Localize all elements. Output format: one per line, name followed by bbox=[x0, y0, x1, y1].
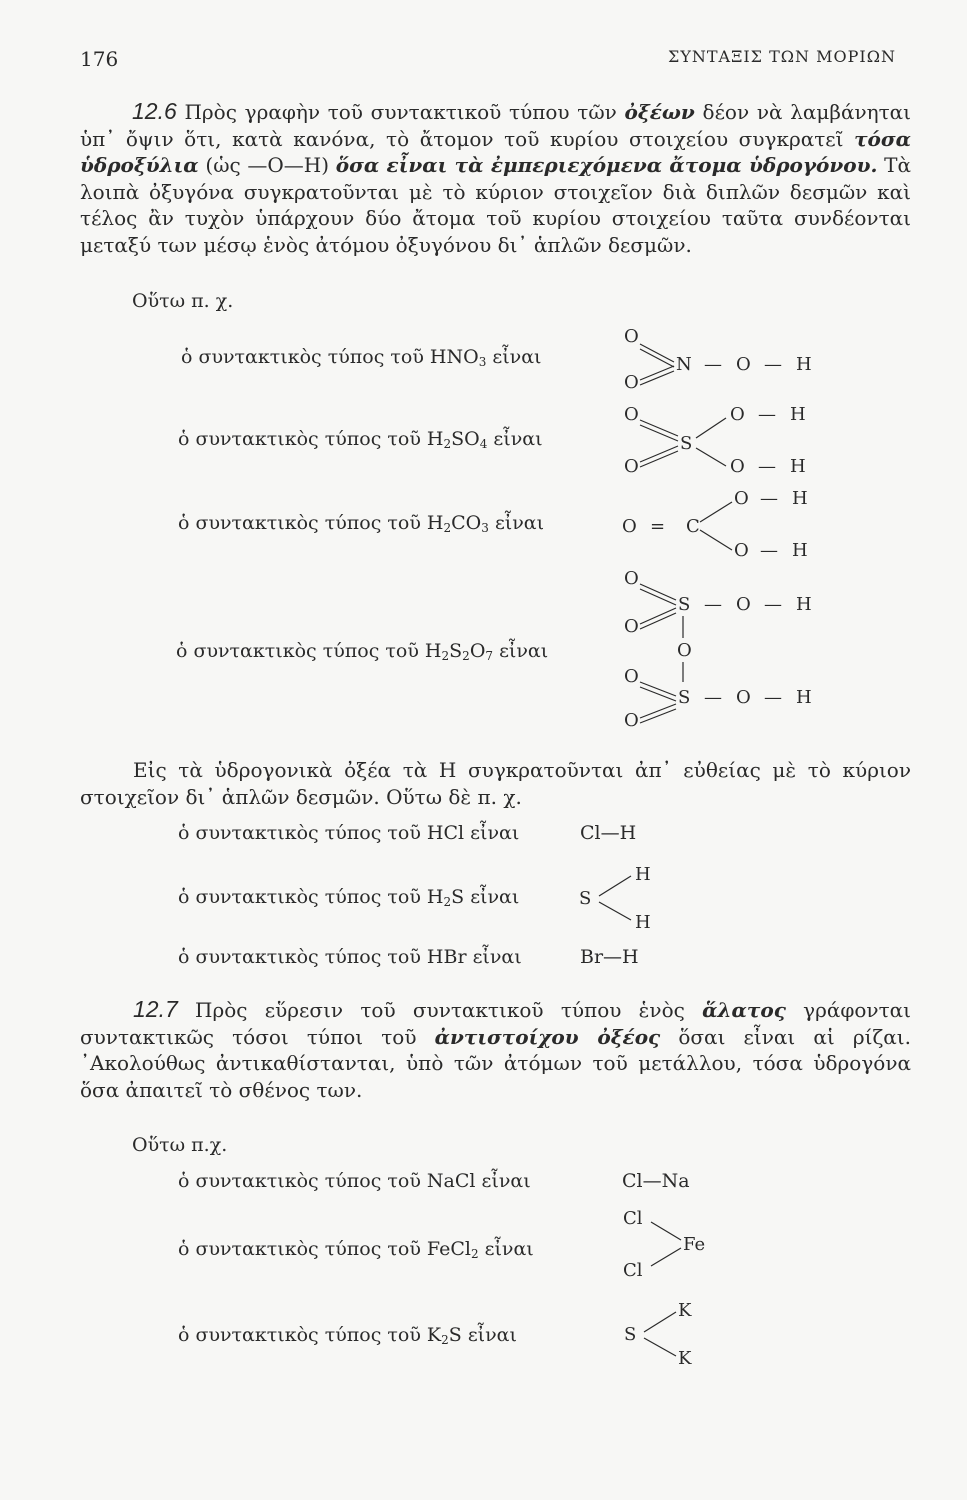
structure-h2s bbox=[575, 858, 685, 933]
bond: — bbox=[764, 354, 782, 375]
emphasis: ὀξέων bbox=[624, 100, 695, 124]
formula-label-h2s: ὁ συντακτικὸς τύπος τοῦ $H_2S$ εἶναι bbox=[178, 886, 520, 909]
atom-s: S bbox=[579, 888, 592, 909]
atom-o: O bbox=[624, 666, 639, 687]
atom-o: O bbox=[736, 687, 751, 708]
section-12-6-paragraph: 12.6 Πρὸς γραφὴν τοῦ συντακτικοῦ τύπου τῶν ὀξέων δέον νὰ λαμβάνηται ὑπ᾽ ὄψιν ὅτι, κατὰ κανόνα, τὸ ἄτομον τοῦ κυρίου στοιχείου συγκρατεῖ τόσα ὑδροξύλια (ὡς —O—H) ὅσα εἶναι τὰ ἐμπεριεχόμενα ἄτομα ὑδρογόνου. Τὰ λοιπὰ ὀξυγόνα συγκρατοῦνται μὲ τὸ κύριον στοιχεῖον διὰ διπλῶν δεσμῶν καὶ τέλος ἂν τυχὸν ὑπάρχουν δύο ἄτομα τοῦ κυρίου στοιχείου ταῦτα συνδέονται μεταξύ των μέσῳ ἑνὸς ἀτόμου ὀξυγόνου δι᾽ ἁπλῶν δεσμῶν. bbox=[80, 98, 912, 257]
structure-h2so4 bbox=[600, 398, 840, 478]
atom-o: O bbox=[730, 404, 745, 425]
atom-s: S bbox=[624, 1324, 637, 1345]
formula-label-fecl2: ὁ συντακτικὸς τύπος τοῦ FeCl$_2$ εἶναι bbox=[178, 1238, 534, 1261]
formula-label-h2so4: ὁ συντακτικὸς τύπος τοῦ $H_2SO_4$ εἶναι bbox=[178, 428, 543, 451]
atom-h: H bbox=[796, 687, 812, 708]
formula-label-nacl: ὁ συντακτικὸς τύπος τοῦ NaCl εἶναι bbox=[178, 1170, 531, 1192]
atom-o: O bbox=[736, 594, 751, 615]
formula-nacl: Cl—Na bbox=[622, 1170, 690, 1192]
formula-hcl: Cl—H bbox=[580, 822, 637, 844]
formula-label-k2s: ὁ συντακτικὸς τύπος τοῦ $K_2S$ εἶναι bbox=[178, 1324, 517, 1347]
bond: — bbox=[758, 404, 776, 425]
atom-s: S bbox=[678, 594, 691, 615]
atom-o: O bbox=[622, 516, 637, 537]
structure-hno3 bbox=[600, 320, 840, 400]
formula-label-hcl: ὁ συντακτικὸς τύπος τοῦ HCl εἶναι bbox=[178, 822, 520, 844]
atom-n: N bbox=[676, 354, 692, 375]
atom-h: H bbox=[796, 354, 812, 375]
bond: — bbox=[764, 594, 782, 615]
emphasis: ἀντιστοίχου ὀξέος bbox=[434, 1024, 661, 1049]
atom-o: O bbox=[624, 404, 639, 425]
atom-o: O bbox=[624, 326, 639, 347]
formula-label-hno3: ὁ συντακτικὸς τύπος τοῦ $HNO_3$ εἶναι bbox=[181, 346, 542, 369]
atom-cl: Cl bbox=[623, 1208, 643, 1229]
atom-o: O bbox=[624, 568, 639, 589]
atom-o: O bbox=[624, 710, 639, 731]
atom-o: O bbox=[736, 354, 751, 375]
atom-k: K bbox=[678, 1300, 692, 1321]
emphasis: ὅσα εἶναι τὰ ἐμπεριεχόμενα ἄτομα ὑδρογόνου. bbox=[335, 153, 878, 177]
emphasis: ἅλατος bbox=[702, 998, 786, 1022]
atom-h: H bbox=[635, 864, 651, 885]
atom-k: K bbox=[678, 1348, 692, 1369]
atom-o: O bbox=[624, 616, 639, 637]
formula-label-h2s2o7: ὁ συντακτικὸς τύπος τοῦ $H_2S_2O_7$ εἶναι bbox=[176, 640, 549, 663]
atom-o: O bbox=[677, 640, 692, 661]
atom-s: S bbox=[680, 433, 693, 454]
atom-h: H bbox=[792, 488, 808, 509]
page-number: 176 bbox=[80, 47, 119, 71]
atom-h: H bbox=[792, 540, 808, 561]
double-bond: = bbox=[650, 516, 666, 537]
atom-s: S bbox=[678, 687, 691, 708]
bond: — bbox=[704, 687, 722, 708]
bond: — bbox=[704, 594, 722, 615]
atom-h: H bbox=[635, 912, 651, 933]
atom-o: O bbox=[734, 540, 749, 561]
atom-fe: Fe bbox=[683, 1234, 706, 1255]
atom-cl: Cl bbox=[623, 1260, 643, 1281]
example-intro: Οὕτω π. χ. bbox=[132, 290, 234, 312]
section-12-7-paragraph: 12.7 Πρὸς εὕρεσιν τοῦ συντακτικοῦ τύπου ἑνὸς ἅλατος γράφονται συντακτικῶς τόσοι τύποι τοῦ ἀντιστοίχου ὀξέος ὅσαι εἶναι αἱ ρίζαι. ᾿Ακολούθως ἀντικαθίστανται, ὑπὸ τῶν ἀτόμων τοῦ μετάλλου, τόσα ὑδρογόνα ὅσα ἀπαιτεῖ τὸ σθένος των. bbox=[80, 996, 911, 1102]
bond: — bbox=[704, 354, 722, 375]
section-number: 12.6 bbox=[132, 98, 177, 124]
atom-o: O bbox=[730, 456, 745, 477]
example-intro: Οὕτω π.χ. bbox=[132, 1134, 228, 1156]
bond: — bbox=[760, 540, 778, 561]
structure-k2s bbox=[620, 1292, 730, 1372]
formula-hbr: Br—H bbox=[580, 946, 639, 968]
structure-h2co3 bbox=[600, 482, 840, 562]
formula-label-hbr: ὁ συντακτικὸς τύπος τοῦ HBr εἶναι bbox=[178, 946, 522, 968]
structure-h2s2o7 bbox=[600, 562, 840, 732]
atom-o: O bbox=[624, 372, 639, 393]
atom-h: H bbox=[790, 456, 806, 477]
atom-h: H bbox=[790, 404, 806, 425]
section-number: 12.7 bbox=[133, 996, 178, 1022]
atom-c: C bbox=[686, 516, 700, 537]
atom-o: O bbox=[734, 488, 749, 509]
atom-h: H bbox=[796, 594, 812, 615]
bond: — bbox=[758, 456, 776, 477]
hydracids-paragraph: Εἰς τὰ ὑδρογονικὰ ὀξέα τὰ H συγκρατοῦνται ἀπ᾽ εὐθείας μὲ τὸ κύριον στοιχεῖον δι᾽ ἁπλῶν δεσμῶν. Οὕτω δὲ π. χ. bbox=[80, 758, 911, 809]
atom-o: O bbox=[624, 456, 639, 477]
structure-fecl2 bbox=[615, 1200, 735, 1290]
emphasis: τόσα ὑδροξύλια bbox=[80, 126, 911, 177]
formula-label-h2co3: ὁ συντακτικὸς τύπος τοῦ $H_2CO_3$ εἶναι bbox=[178, 512, 545, 535]
bond: — bbox=[764, 687, 782, 708]
bond: — bbox=[760, 488, 778, 509]
running-title: ΣΥΝΤΑΞΙΣ ΤΩΝ ΜΟΡΙΩΝ bbox=[668, 47, 896, 66]
